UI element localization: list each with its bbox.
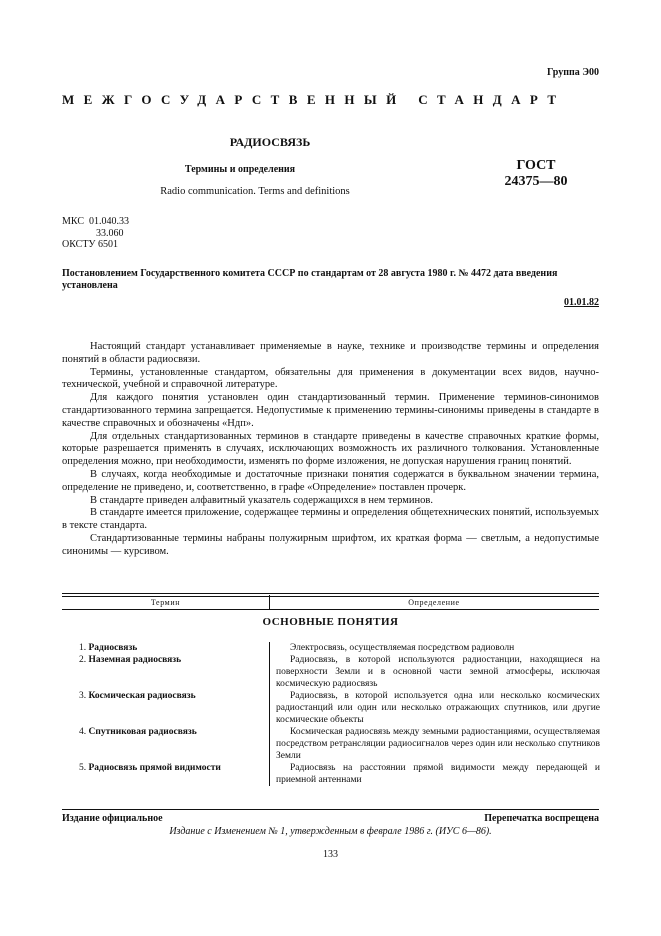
table-header-rule [62, 609, 599, 610]
table-top-rule [62, 593, 599, 594]
term-name: Радиосвязь прямой видимости [88, 763, 221, 773]
intro-paragraph: В случаях, когда необходимые и достаточные признаки понятия содержатся в буквальном значении термина, определение не приведено, и, соответственно, в графе «Определение» поставлен прочерк. [62, 468, 599, 493]
intro-paragraph: Стандартизованные термины набраны полужирным шрифтом, их краткая форма — светлым, а недопустимые синонимы — курсивом. [62, 532, 599, 557]
definition-row-1: Электросвязь, осуществляемая посредством радиоволн [269, 642, 600, 654]
term-number: 2. [79, 655, 87, 665]
reprint-prohibited-label: Перепечатка воспрещена [484, 813, 599, 824]
intro-paragraph: Настоящий стандарт устанавливает применяемые в науке, технике и производстве термины и определения понятий в области радиосвязи. [62, 341, 599, 365]
term-name: Радиосвязь [88, 643, 138, 653]
term-row-1 [79, 642, 264, 654]
introduction-text [62, 341, 599, 559]
document-subtitle: Термины и определения [184, 164, 296, 175]
table-top-rule-inner [62, 596, 599, 597]
term-row-5 [79, 762, 264, 774]
official-edition-label: Издание официальное [62, 813, 163, 824]
term-number: 5. [79, 763, 87, 773]
section-heading: ОСНОВНЫЕ ПОНЯТИЯ [262, 616, 399, 628]
mks-value-2: 33.060 [96, 227, 124, 239]
intro-paragraph: В стандарте имеется приложение, содержащее термины и определения общетехнических понятий, используемых в тексте стандарта. [62, 507, 599, 532]
term-name: Наземная радиосвязь [88, 655, 182, 665]
definition-row-5: Радиосвязь на расстоянии прямой видимости между передающей и приемной антеннами [269, 762, 600, 786]
mks-label: МКС [62, 216, 84, 227]
document-title: РАДИОСВЯЗЬ [229, 135, 311, 149]
mks-value-1: 01.040.33 [88, 216, 129, 227]
column-header-term: Термин [150, 598, 181, 607]
introduction-date: 01.01.82 [564, 297, 599, 308]
standard-banner: МЕЖГОСУДАРСТВЕННЫЙ СТАНДАРТ [62, 92, 566, 107]
definition-row-4: Космическая радиосвязь между земными радиостанциями, осуществляемая посредством ретрансляции радиосигналов через один или несколько спутников Земли [269, 726, 600, 762]
amendment-note: Издание с Изменением № 1, утвержденным в феврале 1986 г. (ИУС 6—86). [169, 826, 492, 837]
okstu-code: ОКСТУ 6501 [62, 239, 119, 250]
page-number: 133 [323, 849, 338, 860]
term-number: 4. [79, 727, 87, 737]
group-code: Группа Э00 [547, 67, 599, 78]
definition-row-3: Радиосвязь, в которой используется одна или несколько космических радиостанций или один или несколько отражающих спутников, или другие космические объекты [269, 690, 600, 726]
gost-code: 24375—80 [504, 174, 568, 189]
column-header-definition: Определение [408, 598, 460, 607]
gost-label: ГОСТ [516, 158, 556, 173]
definition-row-2: Радиосвязь, в которой используются радиостанции, находящиеся на поверхности Земли и в основной части земной атмосферы, исключая космическую радиосвязь [269, 654, 600, 690]
intro-paragraph: Термины, установленные стандартом, обязательны для применения в документации всех видов, научно-технической, учебной и справочной литературе. [62, 366, 599, 391]
term-name: Космическая радиосвязь [88, 691, 196, 701]
decree-text: Постановлением Государственного комитета СССР по стандартам от 28 августа 1980 г. № 4472 дата введения установлена [62, 268, 558, 291]
intro-paragraph: В стандарте приведен алфавитный указатель содержащихся в нем терминов. [90, 494, 433, 506]
document-title-english: Radio communication. Terms and definitions [160, 186, 350, 197]
term-row-3 [79, 690, 264, 702]
term-name: Спутниковая радиосвязь [88, 727, 197, 737]
intro-paragraph: Для отдельных стандартизованных терминов в стандарте приведены в качестве справочных краткие формы, которые разрешается применять в случаях, исключающих возможность их различного толкования. Установленные определения можно, при необходимости, изменять по форме изложения, не допуская нарушения границ понятий. [62, 430, 599, 468]
gost-number [486, 158, 586, 190]
term-row-4 [79, 726, 264, 738]
footer-rule [62, 809, 599, 810]
classification-codes [62, 216, 129, 251]
intro-paragraph: Для каждого понятия установлен один стандартизованный термин. Применение терминов-синонимов стандартизованного термина запрещается. Недопустимые к применению термины-синонимы приведены в стандарте в качестве справочных и обозначены «Ндп». [62, 392, 599, 429]
term-number: 3. [79, 691, 87, 701]
term-number: 1. [79, 643, 87, 653]
term-row-2 [79, 654, 264, 666]
